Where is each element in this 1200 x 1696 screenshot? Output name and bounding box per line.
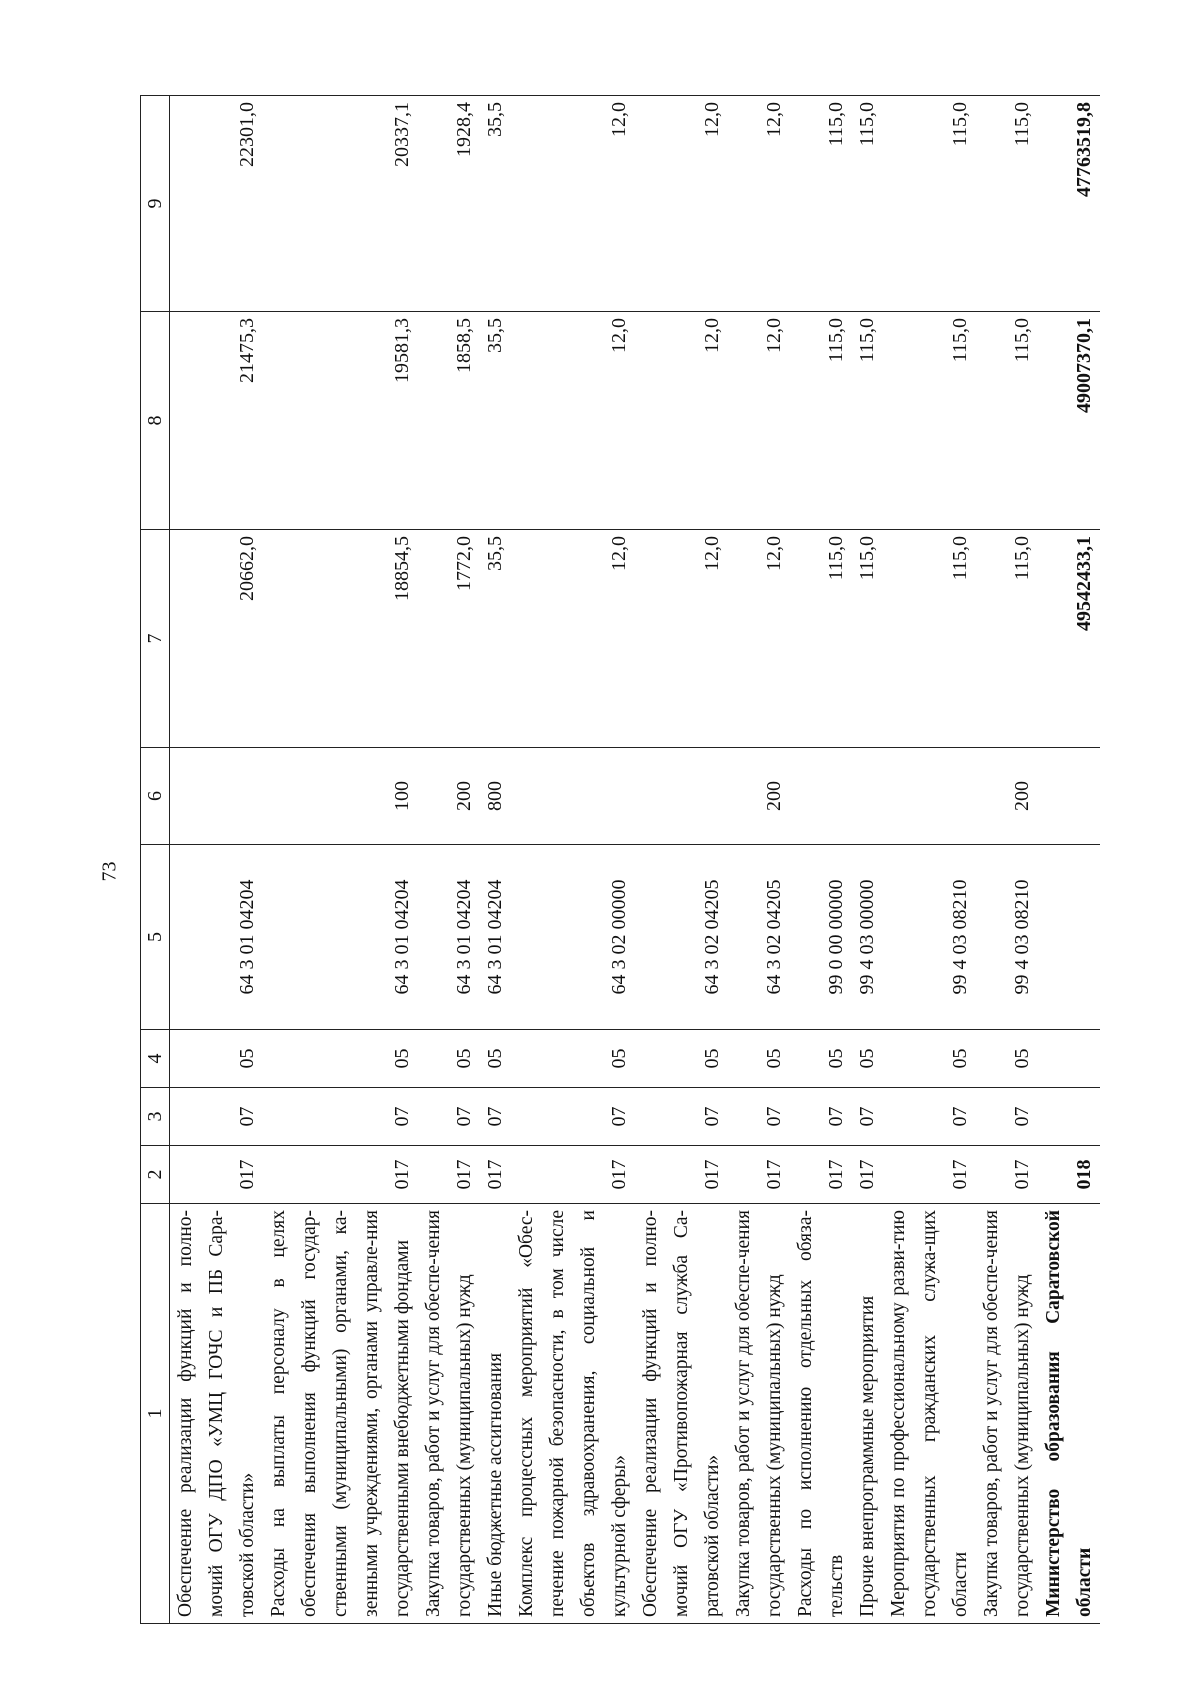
table-row — [511, 96, 635, 1624]
col-header-2: 2 — [141, 1146, 170, 1204]
cell-expense-type: 200 — [728, 748, 790, 845]
total-section — [1038, 1088, 1100, 1146]
cell-amount-col7: 115,0 — [976, 530, 1038, 748]
cell-amount-col8: 19581,3 — [263, 312, 418, 530]
col-header-5: 5 — [141, 845, 170, 1030]
cell-target-article: 99 4 03 08210 — [883, 845, 976, 1030]
cell-section: 07 — [883, 1088, 976, 1146]
table-row — [883, 96, 976, 1624]
row-description: Расходы по исполнению отдельных обяза-тельств — [790, 1204, 852, 1624]
row-description: Закупка товаров, работ и услуг для обеспе-чения государственных (муниципальных) нужд — [418, 1204, 480, 1624]
cell-section: 07 — [480, 1088, 511, 1146]
row-description: Комплекс процессных мероприятий «Обес-печение пожарной безопасности, в том числе объектов здравоохранения, социальной и культурной сферы» — [511, 1204, 635, 1624]
row-description: Прочие внепрограммные мероприятия — [852, 1204, 883, 1624]
total-amount-col7: 49542433,1 — [1038, 530, 1100, 748]
cell-subsection: 05 — [480, 1030, 511, 1088]
cell-amount-col8: 115,0 — [883, 312, 976, 530]
cell-amount-col7: 35,5 — [480, 530, 511, 748]
total-description: Министерство образования Саратовской области — [1038, 1204, 1100, 1624]
total-subsection — [1038, 1030, 1100, 1088]
cell-subsection: 05 — [511, 1030, 635, 1088]
col-header-4: 4 — [141, 1030, 170, 1088]
cell-amount-col9: 20337,1 — [263, 96, 418, 312]
cell-target-article: 64 3 02 04205 — [635, 845, 728, 1030]
row-description: Закупка товаров, работ и услуг для обеспе-чения государственных (муниципальных) нужд — [728, 1204, 790, 1624]
cell-expense-type — [170, 748, 264, 845]
cell-amount-col9: 115,0 — [852, 96, 883, 312]
total-ministry-code: 018 — [1038, 1146, 1100, 1204]
table-row — [852, 96, 883, 1624]
cell-amount-col7: 20662,0 — [170, 530, 264, 748]
rotated-table-frame — [140, 96, 1170, 1624]
row-description: Мероприятия по профессиональному разви-тию государственных гражданских служа-щих области — [883, 1204, 976, 1624]
cell-ministry-code: 017 — [170, 1146, 264, 1204]
total-amount-col9: 47763519,8 — [1038, 96, 1100, 312]
cell-amount-col7: 1772,0 — [418, 530, 480, 748]
cell-target-article: 64 3 01 04204 — [480, 845, 511, 1030]
cell-ministry-code: 017 — [883, 1146, 976, 1204]
cell-amount-col9: 115,0 — [976, 96, 1038, 312]
cell-subsection: 05 — [635, 1030, 728, 1088]
cell-amount-col7: 115,0 — [883, 530, 976, 748]
cell-amount-col7: 12,0 — [728, 530, 790, 748]
cell-target-article: 99 4 03 08210 — [976, 845, 1038, 1030]
cell-subsection: 05 — [790, 1030, 852, 1088]
cell-ministry-code: 017 — [480, 1146, 511, 1204]
cell-expense-type — [883, 748, 976, 845]
cell-amount-col9: 35,5 — [480, 96, 511, 312]
row-description: Обеспечение реализации функций и полно-мочий ОГУ «Противопожарная служба Са-ратовской области» — [635, 1204, 728, 1624]
cell-target-article: 64 3 01 04204 — [263, 845, 418, 1030]
row-description: Закупка товаров, работ и услуг для обеспе-чения государственных (муниципальных) нужд — [976, 1204, 1038, 1624]
cell-expense-type: 800 — [480, 748, 511, 845]
cell-amount-col9: 12,0 — [635, 96, 728, 312]
cell-amount-col9: 1928,4 — [418, 96, 480, 312]
row-description: Иные бюджетные ассигнования — [480, 1204, 511, 1624]
col-header-9: 9 — [141, 96, 170, 312]
cell-ministry-code: 017 — [418, 1146, 480, 1204]
cell-amount-col7: 12,0 — [635, 530, 728, 748]
cell-amount-col8: 35,5 — [480, 312, 511, 530]
cell-target-article: 64 3 02 04205 — [728, 845, 790, 1030]
table-row — [480, 96, 511, 1624]
budget-table — [140, 95, 1100, 1624]
header-row — [141, 96, 170, 1624]
cell-amount-col8: 12,0 — [728, 312, 790, 530]
cell-amount-col8: 115,0 — [852, 312, 883, 530]
table-row — [263, 96, 418, 1624]
cell-subsection: 05 — [976, 1030, 1038, 1088]
cell-amount-col8: 1858,5 — [418, 312, 480, 530]
cell-amount-col9: 115,0 — [883, 96, 976, 312]
cell-section: 07 — [170, 1088, 264, 1146]
cell-ministry-code: 017 — [263, 1146, 418, 1204]
cell-amount-col7: 115,0 — [852, 530, 883, 748]
row-description: Обеспечение реализации функций и полно-мочий ОГУ ДПО «УМЦ ГОЧС и ПБ Сара-товской области» — [170, 1204, 264, 1624]
total-target-article — [1038, 845, 1100, 1030]
cell-section: 07 — [511, 1088, 635, 1146]
cell-ministry-code: 017 — [728, 1146, 790, 1204]
cell-amount-col8: 115,0 — [790, 312, 852, 530]
cell-target-article: 99 0 00 00000 — [790, 845, 852, 1030]
cell-expense-type — [635, 748, 728, 845]
cell-target-article: 99 4 03 00000 — [852, 845, 883, 1030]
cell-amount-col7: 12,0 — [511, 530, 635, 748]
cell-amount-col8: 12,0 — [635, 312, 728, 530]
cell-expense-type: 200 — [976, 748, 1038, 845]
cell-subsection: 05 — [418, 1030, 480, 1088]
cell-amount-col8: 21475,3 — [170, 312, 264, 530]
cell-section: 07 — [728, 1088, 790, 1146]
col-header-7: 7 — [141, 530, 170, 748]
cell-expense-type — [852, 748, 883, 845]
cell-subsection: 05 — [852, 1030, 883, 1088]
cell-amount-col9: 115,0 — [790, 96, 852, 312]
cell-section: 07 — [976, 1088, 1038, 1146]
total-amount-col8: 49007370,1 — [1038, 312, 1100, 530]
cell-amount-col7: 18854,5 — [263, 530, 418, 748]
cell-ministry-code: 017 — [511, 1146, 635, 1204]
cell-ministry-code: 017 — [790, 1146, 852, 1204]
total-row — [1038, 96, 1100, 1624]
cell-amount-col7: 115,0 — [790, 530, 852, 748]
col-header-8: 8 — [141, 312, 170, 530]
cell-expense-type: 200 — [418, 748, 480, 845]
cell-amount-col8: 12,0 — [511, 312, 635, 530]
cell-section: 07 — [790, 1088, 852, 1146]
cell-subsection: 05 — [170, 1030, 264, 1088]
cell-expense-type: 100 — [263, 748, 418, 845]
cell-subsection: 05 — [728, 1030, 790, 1088]
cell-section: 07 — [418, 1088, 480, 1146]
cell-ministry-code: 017 — [635, 1146, 728, 1204]
cell-target-article: 64 3 02 00000 — [511, 845, 635, 1030]
cell-amount-col9: 12,0 — [511, 96, 635, 312]
table-row — [728, 96, 790, 1624]
table-row — [976, 96, 1038, 1624]
cell-subsection: 05 — [263, 1030, 418, 1088]
table-row — [790, 96, 852, 1624]
cell-section: 07 — [635, 1088, 728, 1146]
total-expense-type — [1038, 748, 1100, 845]
cell-expense-type — [511, 748, 635, 845]
table-row — [418, 96, 480, 1624]
cell-ministry-code: 017 — [976, 1146, 1038, 1204]
table-row — [635, 96, 728, 1624]
row-description: Расходы на выплаты персоналу в целях обеспечения выполнения функций государ-ственными (муниципальными) органами, ка-зенными учреждениями, органами управле-ния государственными внебюджетными фондами — [263, 1204, 418, 1624]
cell-section: 07 — [263, 1088, 418, 1146]
cell-subsection: 05 — [883, 1030, 976, 1088]
cell-amount-col9: 12,0 — [728, 96, 790, 312]
col-header-1: 1 — [141, 1204, 170, 1624]
cell-section: 07 — [852, 1088, 883, 1146]
cell-amount-col8: 115,0 — [976, 312, 1038, 530]
page-number: 73 — [98, 861, 121, 882]
cell-amount-col9: 22301,0 — [170, 96, 264, 312]
cell-target-article: 64 3 01 04204 — [170, 845, 264, 1030]
cell-ministry-code: 017 — [852, 1146, 883, 1204]
cell-target-article: 64 3 01 04204 — [418, 845, 480, 1030]
table-row — [170, 96, 264, 1624]
col-header-3: 3 — [141, 1088, 170, 1146]
col-header-6: 6 — [141, 748, 170, 845]
cell-expense-type — [790, 748, 852, 845]
